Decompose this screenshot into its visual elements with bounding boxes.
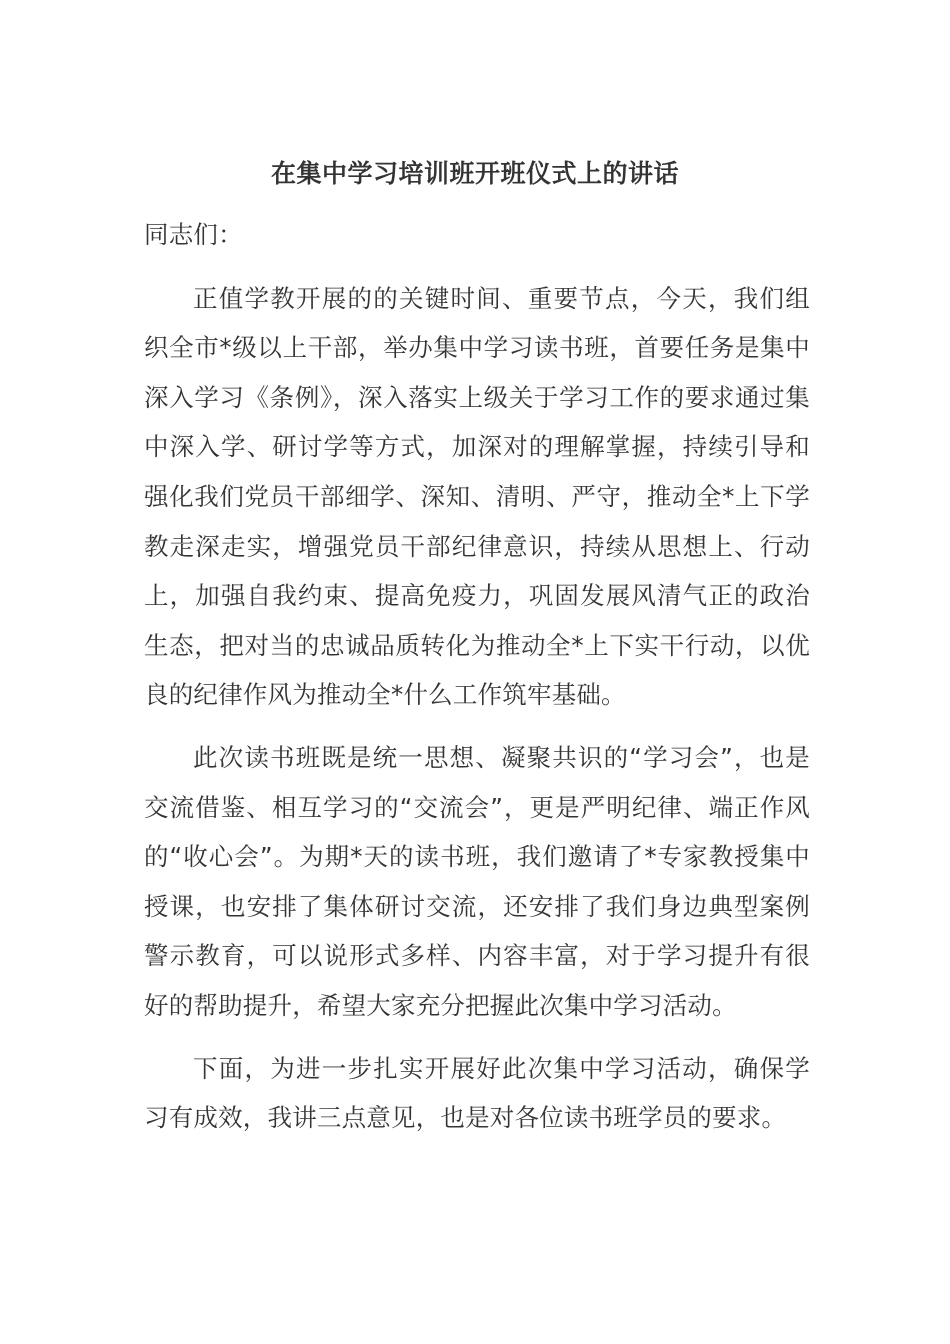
document-body (144, 210, 810, 1156)
paragraph-3: 下面，为进一步扎实开展好此次集中学习活动，确保学习有成效，我讲三点意见，也是对各位读书班学员的要求。 (144, 1053, 810, 1133)
document-title: 在集中学习培训班开班仪式上的讲话 (270, 159, 679, 188)
paragraph-1: 正值学教开展的的关键时间、重要节点，今天，我们组织全市*级以上干部，举办集中学习读书班，首要任务是集中深入学习《条例》，深入落实上级关于学习工作的要求通过集中深入学、研讨学等方式，加深对的理解掌握，持续引导和强化我们党员干部细学、深知、清明、严守，推动全*上下学教走深走实，增强党员干部纪律意识，持续从思想上、行动上，加强自我约束、提高免疫力，巩固发展风清气正的政治生态，把对当的忠诚品质转化为推动全*上下实干行动，以优良的纪律作风为推动全*什么工作筑牢基础。 (144, 283, 810, 710)
paragraph-2: 此次读书班既是统一思想、凝聚共识的“学习会”，也是交流借鉴、相互学习的“交流会”，更是严明纪律、端正作风的“收心会”。为期*天的读书班，我们邀请了*专家教授集中授课，也安排了集体研讨交流，还安排了我们身边典型案例警示教育，可以说形式多样、内容丰富，对于学习提升有很好的帮助提升，希望大家充分把握此次集中学习活动。 (144, 742, 810, 1020)
greeting: 同志们： (144, 220, 243, 249)
